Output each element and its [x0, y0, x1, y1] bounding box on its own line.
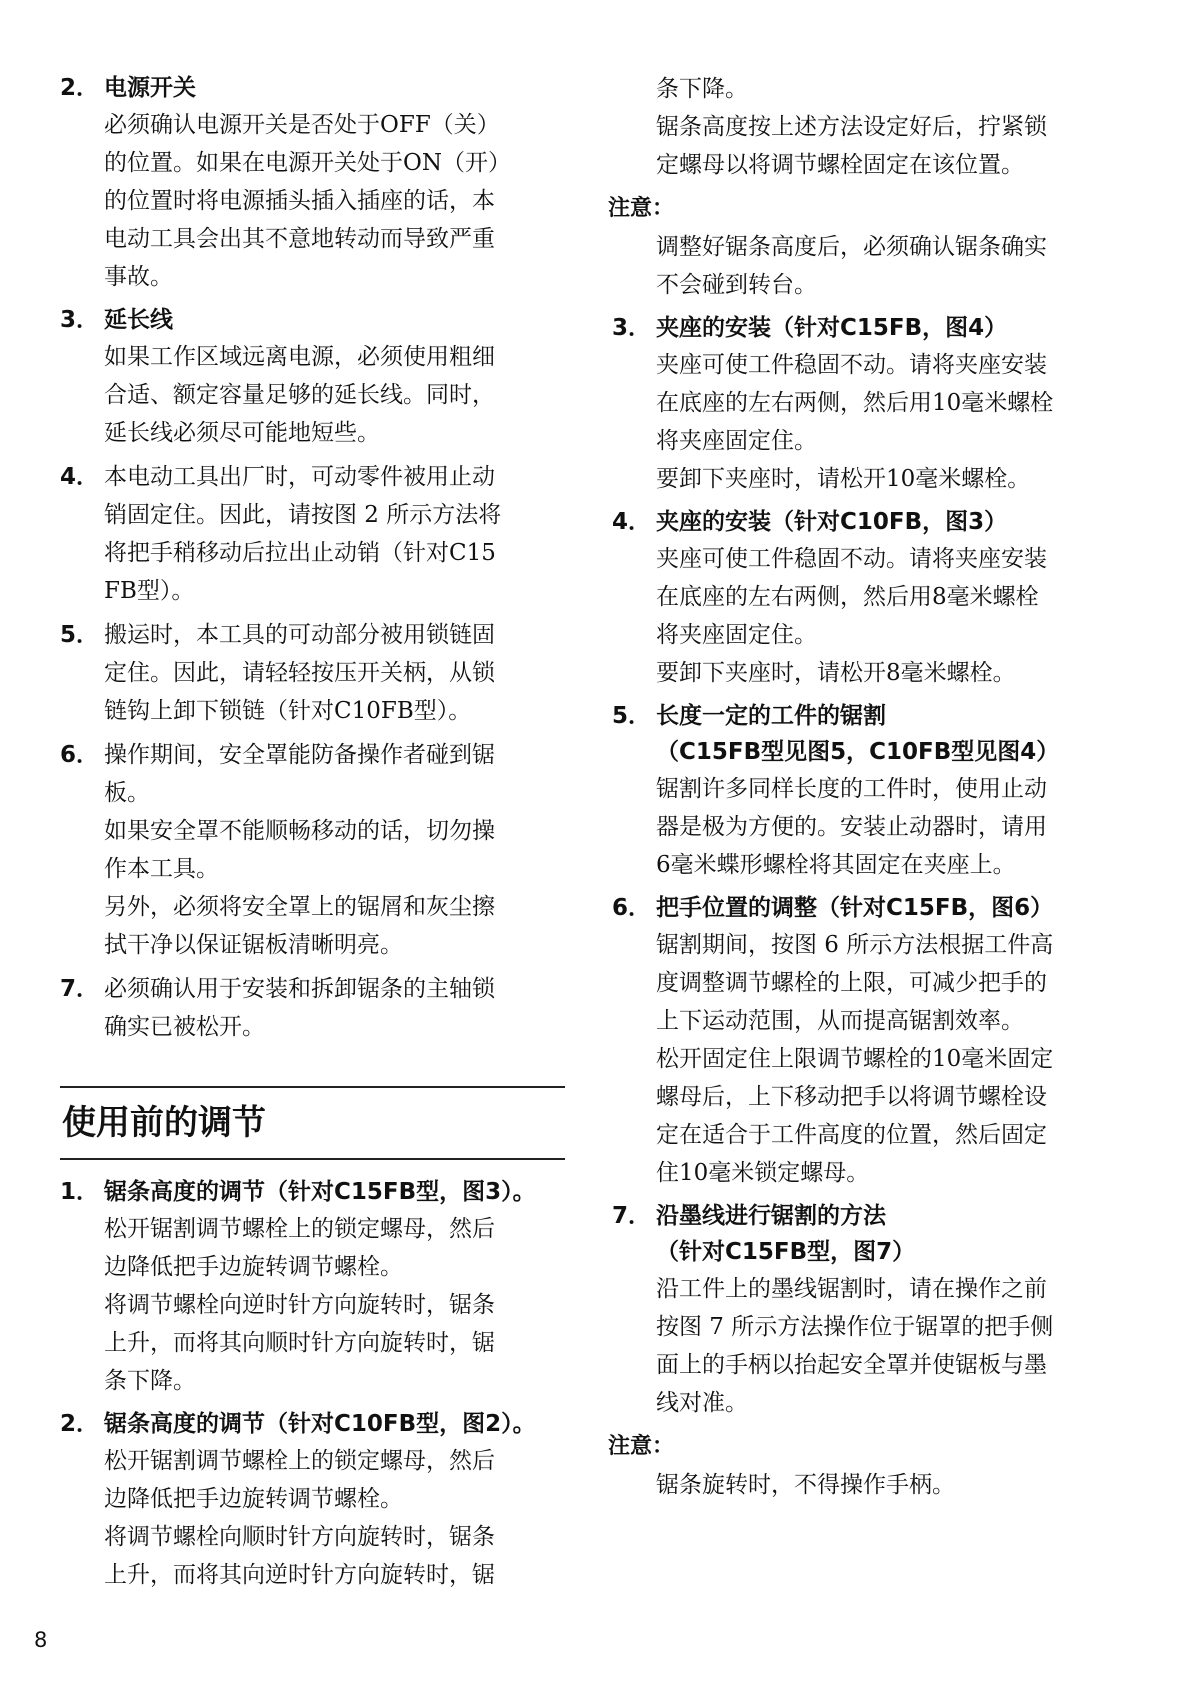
text-line: 要卸下夹座时，请松开10毫米螺栓。	[656, 466, 1031, 492]
text-line: 的位置时将电源插头插入插座的话，本	[104, 188, 495, 214]
item-extension-cord	[60, 302, 565, 452]
text-line: 如果工作区域远离电源，必须使用粗细	[104, 344, 495, 370]
text-line: 条下降。	[656, 76, 748, 102]
item-title: 电源开关	[104, 75, 196, 101]
text-line: 合适、额定容量足够的延长线。同时，	[104, 382, 495, 408]
text-line: 松开锯割调节螺栓上的锁定螺母，然后	[104, 1448, 495, 1474]
text-line: 将夹座固定住。	[656, 428, 817, 454]
item-number: 7．	[60, 976, 100, 1002]
text-line: 边降低把手边旋转调节螺栓。	[104, 1254, 403, 1280]
text-line: 住10毫米锁定螺母。	[656, 1160, 870, 1186]
text-line: 的位置。如果在电源开关处于ON（开）	[104, 150, 511, 176]
item-safety-cover	[60, 736, 565, 964]
text-line: 上下运动范围，从而提高锯割效率。	[656, 1008, 1024, 1034]
text-line: 另外，必须将安全罩上的锯屑和灰尘擦	[104, 894, 495, 920]
item-title: 锯条高度的调节（针对C15FB型，图3）。	[104, 1179, 536, 1205]
text-line: 事故。	[104, 264, 173, 290]
text-line: 将夹座固定住。	[656, 622, 817, 648]
note-label: 注意：	[608, 1434, 675, 1459]
item-number: 6．	[612, 895, 652, 921]
text-line: 如果安全罩不能顺畅移动的话，切勿操	[104, 818, 495, 844]
text-line: 松开锯割调节螺栓上的锁定螺母，然后	[104, 1216, 495, 1242]
text-line: 定螺母以将调节螺栓固定在该位置。	[656, 152, 1024, 178]
text-line: 调整好锯条高度后，必须确认锯条确实	[656, 234, 1047, 260]
text-line: FB型）。	[104, 578, 195, 604]
text-line: 器是极为方便的。安装止动器时，请用	[656, 814, 1047, 840]
text-line: 搬运时，本工具的可动部分被用锁链固	[104, 622, 495, 648]
item-number: 3．	[612, 315, 652, 341]
text-line: 线对准。	[656, 1390, 748, 1416]
text-line: 必须确认电源开关是否处于OFF（关）	[104, 112, 500, 138]
text-line: 上升，而将其向顺时针方向旋转时，锯	[104, 1330, 495, 1356]
text-line: 定在适合于工件高度的位置，然后固定	[656, 1122, 1047, 1148]
item-number: 3．	[60, 307, 100, 333]
text-line: 电动工具会出其不意地转动而导致严重	[104, 226, 495, 252]
item-title: 沿墨线进行锯割的方法	[656, 1203, 886, 1229]
text-line: 在底座的左右两侧，然后用8毫米螺栓	[656, 584, 1039, 610]
text-line: 夹座可使工件稳固不动。请将夹座安装	[656, 352, 1047, 378]
text-line: 本电动工具出厂时，可动零件被用止动	[104, 464, 495, 490]
item-chain	[60, 616, 565, 730]
item-handle-position	[612, 890, 1117, 1192]
note-label: 注意：	[608, 196, 675, 221]
text-line: 锯条旋转时，不得操作手柄。	[656, 1472, 955, 1498]
text-line: 锯条高度按上述方法设定好后，拧紧锁	[656, 114, 1047, 140]
text-line: 作本工具。	[104, 856, 219, 882]
item-stopper-pin	[60, 458, 565, 610]
text-line: 沿工件上的墨线锯割时，请在操作之前	[656, 1276, 1047, 1302]
text-line: 板。	[104, 780, 150, 806]
section-title: 使用前的调节	[62, 1103, 266, 1143]
text-line: 不会碰到转台。	[656, 272, 817, 298]
text-line: 将把手稍移动后拉出止动销（针对C15	[104, 540, 496, 566]
text-line: 将调节螺栓向逆时针方向旋转时，锯条	[104, 1292, 495, 1318]
item-number: 5．	[612, 703, 652, 729]
item-subtitle: （C15FB型见图5，C10FB型见图4）	[656, 739, 1060, 765]
text-line: 松开固定住上限调节螺栓的10毫米固定	[656, 1046, 1054, 1072]
item-number: 7．	[612, 1203, 652, 1229]
text-line: 按图 7 所示方法操作位于锯罩的把手侧	[656, 1314, 1054, 1340]
text-line: 夹座可使工件稳固不动。请将夹座安装	[656, 546, 1047, 572]
item-title: 夹座的安装（针对C10FB，图3）	[656, 509, 1008, 535]
item-spindle-lock	[60, 970, 565, 1046]
text-line: 延长线必须尽可能地短些。	[104, 420, 380, 446]
item-blade-height-c10	[60, 1406, 565, 1594]
item-clamp-c15	[612, 310, 1117, 498]
item-number: 2．	[60, 75, 100, 101]
text-line: 度调整调节螺栓的上限，可减少把手的	[656, 970, 1047, 996]
text-line: 确实已被松开。	[104, 1014, 265, 1040]
item-number: 6．	[60, 742, 100, 768]
text-line: 销固定住。因此，请按图 2 所示方法将	[104, 502, 502, 528]
item-number: 4．	[60, 464, 100, 490]
text-line: 锯割期间，按图 6 所示方法根据工件高	[656, 932, 1054, 958]
text-line: 螺母后，上下移动把手以将调节螺栓设	[656, 1084, 1047, 1110]
item-title: 夹座的安装（针对C15FB，图4）	[656, 315, 1008, 341]
item-number: 4．	[612, 509, 652, 535]
text-line: 锯割许多同样长度的工件时，使用止动	[656, 776, 1047, 802]
item-ink-line-cutting	[612, 1198, 1117, 1422]
text-line: 链钩上卸下锁链（针对C10FB型）。	[104, 698, 472, 724]
text-line: 在底座的左右两侧，然后用10毫米螺栓	[656, 390, 1054, 416]
item-title: 锯条高度的调节（针对C10FB型，图2）。	[104, 1411, 536, 1437]
continued-text	[612, 70, 1117, 184]
text-line: 条下降。	[104, 1368, 196, 1394]
text-line: 要卸下夹座时，请松开8毫米螺栓。	[656, 660, 1016, 686]
item-number: 1．	[60, 1179, 100, 1205]
item-subtitle: （针对C15FB型，图7）	[656, 1239, 916, 1265]
text-line: 定住。因此，请轻轻按压开关柄，从锁	[104, 660, 495, 686]
text-line: 面上的手柄以抬起安全罩并使锯板与墨	[656, 1352, 1047, 1378]
item-title: 延长线	[104, 307, 173, 333]
text-line: 将调节螺栓向顺时针方向旋转时，锯条	[104, 1524, 495, 1550]
text-line: 操作期间，安全罩能防备操作者碰到锯	[104, 742, 495, 768]
item-clamp-c10	[612, 504, 1117, 692]
left-column	[60, 70, 565, 1600]
item-blade-height-c15	[60, 1174, 565, 1400]
text-line: 必须确认用于安装和拆卸锯条的主轴锁	[104, 976, 495, 1002]
right-column	[608, 70, 1117, 1510]
text-line: 上升，而将其向逆时针方向旋转时，锯	[104, 1562, 495, 1588]
text-line: 拭干净以保证锯板清晰明亮。	[104, 932, 403, 958]
text-line: 边降低把手边旋转调节螺栓。	[104, 1486, 403, 1512]
item-number: 5．	[60, 622, 100, 648]
item-title: 把手位置的调整（针对C15FB，图6）	[656, 895, 1054, 921]
text-line: 6毫米蝶形螺栓将其固定在夹座上。	[656, 852, 1016, 878]
item-fixed-length	[612, 698, 1117, 884]
page-number: 8	[34, 1628, 48, 1652]
item-number: 2．	[60, 1411, 100, 1437]
note-2	[608, 1428, 1117, 1504]
item-power-switch	[60, 70, 565, 296]
note-1	[608, 190, 1117, 304]
item-title: 长度一定的工件的锯割	[656, 703, 886, 729]
